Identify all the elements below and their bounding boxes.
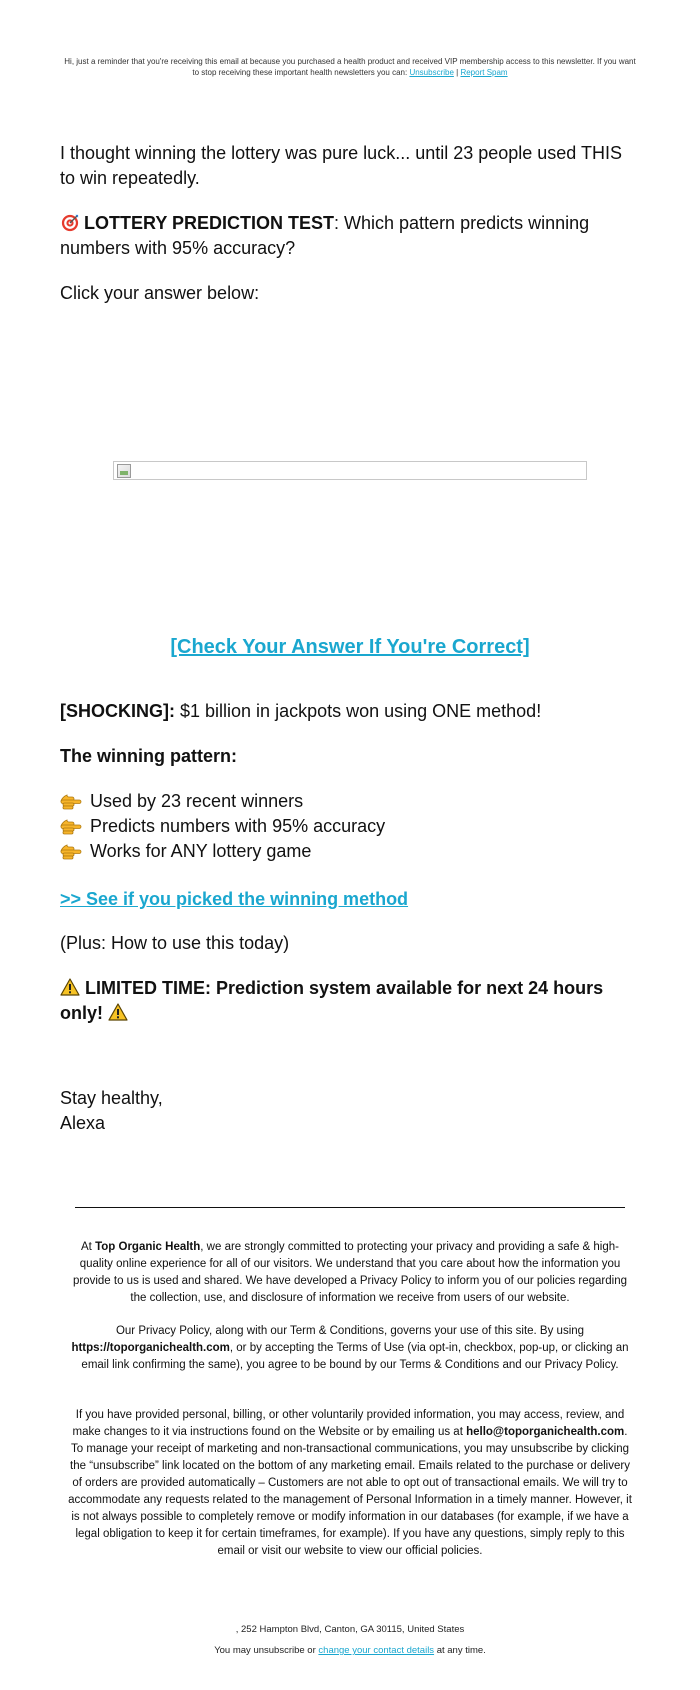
unsub-suffix: at any time. xyxy=(434,1645,486,1656)
warning-icon xyxy=(60,978,80,996)
unsubscribe-link[interactable]: Unsubscribe xyxy=(409,68,454,77)
top-notice-text: Hi, just a reminder that you're receiving this email at because you purchased a health product and received VIP membership access to this newsletter. If you want to stop receiving these important health newsletters you can: xyxy=(64,57,636,77)
footer-p2-rest: , or by accepting the Terms of Use (via opt-in, checkbox, pop-up, or clicking an email link confirming the same), you agree to be bound by our Terms & Conditions and our Privacy Policy. xyxy=(81,1342,629,1371)
footer-data-paragraph xyxy=(65,1407,635,1560)
footer-privacy-paragraph xyxy=(65,1239,635,1307)
bullet-text: Works for ANY lottery game xyxy=(90,841,312,861)
list-item xyxy=(60,839,640,864)
intro-paragraph: I thought winning the lottery was pure luck... until 23 people used THIS to win repeatedly. xyxy=(60,143,622,188)
notice-separator: | xyxy=(456,68,459,77)
footer-p3-rest: . To manage your receipt of marketing and non-transactional communications, you may unsubscribe by clicking the “unsubscribe” link located on the bottom of any marketing email. Emails related to the purchase or delivery of orders are provided automatically – Customers are not able to opt out of transactional emails. We will try to accommodate any requests related to the management of Personal Information in a timely manner. However, it is not always possible to completely remove or modify information in our databases (for example, if we have a legal obligation to keep it for certain timeframes, for example). If you have any questions, simply reply to this email or visit our website to view our official policies. xyxy=(68,1426,632,1557)
plus-paragraph: (Plus: How to use this today) xyxy=(60,933,290,953)
see-method-paragraph xyxy=(60,887,640,912)
check-answer-cta xyxy=(60,634,640,660)
signature: Alexa xyxy=(60,1113,106,1133)
mailing-address: , 252 Hampton Blvd, Canton, GA 30115, United States xyxy=(235,1624,465,1635)
footer-divider xyxy=(75,1207,625,1208)
list-item xyxy=(60,789,640,814)
top-notice xyxy=(60,56,640,78)
test-question: : Which pattern predicts winning numbers with 95% accuracy? xyxy=(60,213,590,258)
signoff: Stay healthy, xyxy=(60,1088,163,1108)
list-item xyxy=(60,814,640,839)
unsubscribe-line xyxy=(60,1645,640,1657)
footer-p2-prefix: Our Privacy Policy, along with our Term & Conditions, governs your use of this site. By using xyxy=(115,1325,585,1337)
shocking-label: [SHOCKING]: xyxy=(60,701,175,721)
signoff-block xyxy=(60,1086,640,1136)
click-prompt: Click your answer below: xyxy=(60,283,260,303)
test-paragraph xyxy=(60,211,640,261)
check-answer-link[interactable]: [Check Your Answer If You're Correct] xyxy=(170,636,530,658)
answer-image[interactable] xyxy=(113,461,587,480)
target-icon xyxy=(60,214,80,232)
test-label: LOTTERY PREDICTION TEST xyxy=(84,213,335,233)
change-contact-link[interactable]: change your contact details xyxy=(318,1645,435,1656)
pointing-hand-icon xyxy=(60,793,82,811)
bullet-list xyxy=(60,789,640,864)
website-url: https://toporganichealth.com xyxy=(71,1342,230,1354)
see-method-link[interactable]: >> See if you picked the winning method xyxy=(60,889,409,909)
shocking-paragraph xyxy=(60,699,640,724)
limited-label: LIMITED TIME: xyxy=(85,978,211,998)
limited-text: Prediction system available for next 24 hours only! xyxy=(60,978,604,1023)
unsub-prefix: You may unsubscribe or xyxy=(214,1645,319,1656)
company-name: Top Organic Health xyxy=(95,1241,201,1253)
footer-p1-prefix: At xyxy=(81,1241,96,1253)
footer-p1-rest: , we are strongly committed to protecting your privacy and providing a safe & high-quality online experience for all of our visitors. We understand that you care about how the information you provide to us is used and shared. We have developed a Privacy Policy to inform you of our policies regarding the collection, use, and disclosure of information we receive from users of our website. xyxy=(72,1241,627,1304)
pointing-hand-icon xyxy=(60,818,82,836)
limited-time-paragraph xyxy=(60,976,640,1026)
report-spam-link[interactable]: Report Spam xyxy=(460,68,508,77)
footer-p3-prefix: If you have provided personal, billing, or other voluntarily provided information, you may access, review, and make changes to it via instructions found on the Website or by emailing us at xyxy=(72,1409,625,1438)
pointing-hand-icon xyxy=(60,843,82,861)
winning-pattern-heading: The winning pattern: xyxy=(60,746,237,766)
contact-email: hello@toporganichealth.com xyxy=(466,1426,625,1438)
bullet-text: Predicts numbers with 95% accuracy xyxy=(90,816,386,836)
bullet-text: Used by 23 recent winners xyxy=(90,791,304,811)
warning-icon xyxy=(108,1003,128,1021)
footer-terms-paragraph xyxy=(65,1323,635,1374)
broken-image-icon xyxy=(117,464,131,478)
shocking-text: $1 billion in jackpots won using ONE method! xyxy=(175,701,542,721)
